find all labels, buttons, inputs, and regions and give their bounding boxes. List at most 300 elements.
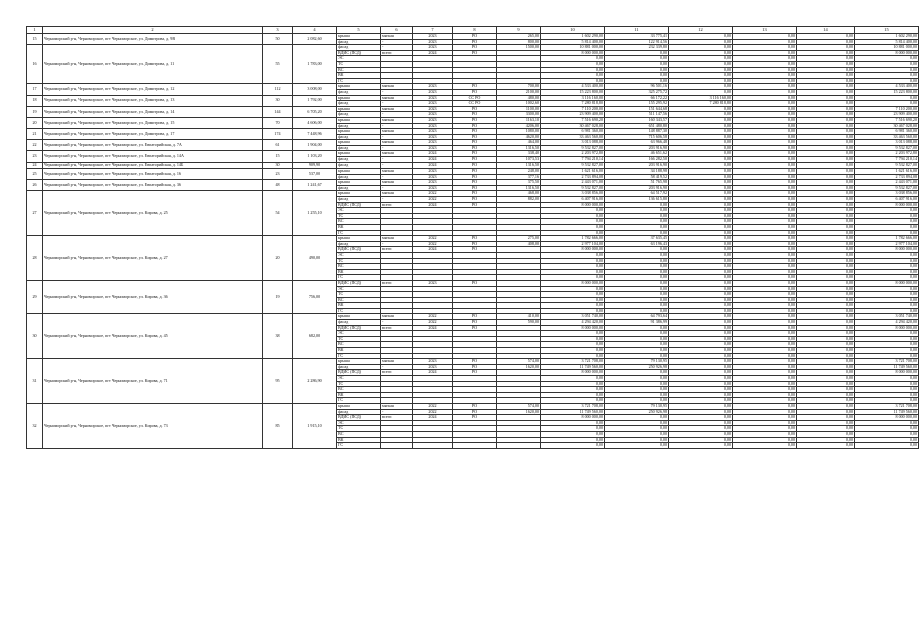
header-cell: 15 xyxy=(855,27,919,34)
table-cell: 0,00 xyxy=(605,219,669,225)
table-cell: крыша xyxy=(337,117,381,123)
table-cell: 408,00 xyxy=(497,241,541,247)
table-cell: 0,00 xyxy=(733,387,797,393)
table-cell: 0,00 xyxy=(605,348,669,354)
table-cell: 0,00 xyxy=(669,426,733,432)
table-cell: 2023 xyxy=(413,359,453,365)
table-cell: 0,00 xyxy=(669,370,733,376)
table-cell: фасад xyxy=(337,409,381,415)
table-cell: 0,00 xyxy=(669,84,733,90)
apartments-count-cell: 20 xyxy=(263,236,293,281)
table-cell: 464,00 xyxy=(497,140,541,146)
table-cell: 51 765,98 xyxy=(605,180,669,186)
table-cell: всего: xyxy=(381,50,413,56)
table-cell: - xyxy=(381,145,413,151)
table-cell: 1 782 666,00 xyxy=(855,236,919,242)
area-cell: 6 705,20 xyxy=(293,106,337,117)
row-number-cell: 29 xyxy=(27,280,43,314)
table-cell: ТС xyxy=(337,292,381,298)
table-cell: 0,00 xyxy=(797,208,855,214)
table-cell: 410,00 xyxy=(497,314,541,320)
table-cell: 63 966,48 xyxy=(605,140,669,146)
table-cell: 0,00 xyxy=(733,197,797,203)
table-cell: 1316,50 xyxy=(497,185,541,191)
table-cell: 10 881 000,00 xyxy=(541,45,605,51)
table-cell: 0,00 xyxy=(797,376,855,382)
table-cell: 0,00 xyxy=(733,95,797,101)
address-cell: Черноморский р-н, Черноморское, пгт Черноморское, ул. Димитрова, д. 14 xyxy=(43,106,263,117)
table-cell: 0,00 xyxy=(669,208,733,214)
table-cell: 0,00 xyxy=(733,157,797,163)
table-cell: фасад xyxy=(337,174,381,180)
table-cell: ГС xyxy=(337,78,381,84)
table-cell: 0,00 xyxy=(797,219,855,225)
table-cell: 0,00 xyxy=(797,73,855,79)
table-cell: РО xyxy=(453,112,497,118)
table-cell: ТС xyxy=(337,61,381,67)
table-cell: 0,00 xyxy=(669,157,733,163)
table-cell: 1080,00 xyxy=(497,129,541,135)
header-cell: 6 xyxy=(381,27,413,34)
apartments-count-cell: 54 xyxy=(263,191,293,236)
table-cell: 0,00 xyxy=(733,140,797,146)
table-cell: 0,00 xyxy=(733,112,797,118)
table-cell: 3 051 740,00 xyxy=(855,314,919,320)
table-cell: 0,00 xyxy=(797,314,855,320)
table-cell: 2022 xyxy=(413,241,453,247)
table-cell: ГС xyxy=(337,308,381,314)
table-cell: 0,00 xyxy=(797,45,855,51)
table-cell: 0,00 xyxy=(605,297,669,303)
table-cell: РО xyxy=(453,157,497,163)
repair-schedule-table xyxy=(26,26,919,449)
table-cell: РО xyxy=(453,151,497,157)
table-cell: РО xyxy=(453,180,497,186)
table-cell: 0,00 xyxy=(733,342,797,348)
table-cell: 3 116 160,00 xyxy=(541,95,605,101)
table-cell: 79 130,95 xyxy=(605,359,669,365)
apartments-count-cell: 19 xyxy=(263,280,293,314)
table-cell: 0,00 xyxy=(541,224,605,230)
table-cell xyxy=(413,443,453,449)
table-cell: 0,00 xyxy=(669,320,733,326)
table-cell: 9 532 827,00 xyxy=(541,145,605,151)
table-cell: 0,00 xyxy=(733,258,797,264)
table-cell: 0,00 xyxy=(855,230,919,236)
table-cell: фасад xyxy=(337,101,381,107)
table-cell: 0,00 xyxy=(541,264,605,270)
table-cell: 0,00 xyxy=(855,101,919,107)
table-cell: 2 977 104,00 xyxy=(541,241,605,247)
table-cell: крыша xyxy=(337,129,381,135)
table-cell: 5 814 400,00 xyxy=(855,39,919,45)
table-cell: мягкая xyxy=(381,180,413,186)
address-cell: Черноморский р-н, Черноморское, пгт Черноморское, ул. Димитрова, д. 12 xyxy=(43,84,263,95)
table-cell: ВК xyxy=(337,437,381,443)
table-cell: 2 977 104,00 xyxy=(855,241,919,247)
table-cell: 0,00 xyxy=(797,151,855,157)
table-cell: РО xyxy=(453,45,497,51)
table-cell: - xyxy=(381,174,413,180)
table-cell: 0,00 xyxy=(797,202,855,208)
table-cell: 0,00 xyxy=(669,169,733,175)
table-cell: 0,00 xyxy=(605,392,669,398)
table-cell: крыша xyxy=(337,236,381,242)
row-number-cell: 30 xyxy=(27,314,43,359)
table-cell: 23 909 400,00 xyxy=(855,112,919,118)
table-cell: 2023 xyxy=(413,185,453,191)
table-cell: 0,00 xyxy=(541,67,605,73)
address-cell: Черноморский р-н, Черноморское, пгт Черноморское, ул. Кирова, д. 73 xyxy=(43,403,263,448)
table-cell: - xyxy=(381,409,413,415)
table-cell: 0,00 xyxy=(797,169,855,175)
table-cell: 8 000 000,00 xyxy=(541,370,605,376)
table-cell: 0,00 xyxy=(733,437,797,443)
table-cell: 0,00 xyxy=(855,56,919,62)
table-cell: ВК xyxy=(337,224,381,230)
table-cell: 0,00 xyxy=(541,252,605,258)
table-cell: 203 916,90 xyxy=(605,145,669,151)
table-cell: - xyxy=(381,39,413,45)
table-cell: 0,00 xyxy=(855,67,919,73)
table-cell: мягкая xyxy=(381,84,413,90)
table-cell: 0,00 xyxy=(733,269,797,275)
table-cell: 1 782 666,00 xyxy=(541,236,605,242)
table-cell: 0,00 xyxy=(797,443,855,449)
table-cell: 0,00 xyxy=(855,331,919,337)
table-cell: 0,00 xyxy=(605,431,669,437)
table-cell: 8 000 000,00 xyxy=(541,325,605,331)
table-cell: РО xyxy=(453,162,497,168)
table-cell: 0,00 xyxy=(733,151,797,157)
table-cell: 0,00 xyxy=(669,185,733,191)
table-cell: 0,00 xyxy=(797,95,855,101)
header-cell: 8 xyxy=(453,27,497,34)
table-cell: 0,00 xyxy=(541,269,605,275)
table-cell: 0,00 xyxy=(669,252,733,258)
table-cell: 0,00 xyxy=(541,348,605,354)
area-cell: 756,00 xyxy=(293,280,337,314)
table-cell: 0,00 xyxy=(669,376,733,382)
table-cell: 0,00 xyxy=(855,376,919,382)
header-cell: 2 xyxy=(43,27,263,34)
table-cell: 9 532 827,00 xyxy=(855,145,919,151)
address-cell: Черноморский р-н, Черноморское, пгт Черноморское, ул. Димитрова, д. 13 xyxy=(43,95,263,106)
address-cell: Черноморский р-н, Черноморское, пгт Черноморское, ул. Евпаторийская, д. 7А xyxy=(43,140,263,151)
table-cell: 0,00 xyxy=(605,50,669,56)
table-cell: всего: xyxy=(381,247,413,253)
table-cell: ЭС xyxy=(337,56,381,62)
table-cell: 248,00 xyxy=(497,169,541,175)
table-cell: 0,00 xyxy=(669,286,733,292)
table-cell: 0,00 xyxy=(855,420,919,426)
table-cell: 0,00 xyxy=(797,325,855,331)
table-cell: 0,00 xyxy=(733,392,797,398)
table-cell: 0,00 xyxy=(669,134,733,140)
table-cell: всего: xyxy=(381,370,413,376)
table-cell: 0,00 xyxy=(797,129,855,135)
table-cell: 0,00 xyxy=(541,258,605,264)
table-cell: крыша xyxy=(337,359,381,365)
table-cell: крыша xyxy=(337,140,381,146)
table-cell: 0,00 xyxy=(797,230,855,236)
table-cell: 6 407 916,00 xyxy=(855,197,919,203)
table-cell: 2 443 071,00 xyxy=(541,180,605,186)
address-cell: Черноморский р-н, Черноморское, пгт Черноморское, ул. Димитрова, д. 11 xyxy=(43,45,263,84)
table-cell: 3 721 708,00 xyxy=(541,359,605,365)
table-cell: 0,00 xyxy=(541,392,605,398)
table-cell: 11 749 560,00 xyxy=(541,364,605,370)
table-cell: 2 443 071,00 xyxy=(855,180,919,186)
address-cell: Черноморский р-н, Черноморское, пгт Черноморское, ул. Кирова, д. 45 xyxy=(43,314,263,359)
table-cell: 0,00 xyxy=(541,73,605,79)
header-cell: 5 xyxy=(337,27,381,34)
table-cell: 1620,00 xyxy=(497,409,541,415)
table-cell: 0,00 xyxy=(797,348,855,354)
table-cell: 0,00 xyxy=(733,314,797,320)
table-cell: - xyxy=(381,134,413,140)
table-cell: всего: xyxy=(381,415,413,421)
table-cell: 0,00 xyxy=(733,376,797,382)
table-cell: 96 501,16 xyxy=(605,84,669,90)
table-cell: 375,50 xyxy=(497,180,541,186)
table-cell: 0,00 xyxy=(669,50,733,56)
table-cell: 715 606,58 xyxy=(605,134,669,140)
table-cell: 0,00 xyxy=(669,197,733,203)
table-cell: ГС xyxy=(337,230,381,236)
table-cell: - xyxy=(381,112,413,118)
address-cell: Черноморский р-н, Черноморское, пгт Черноморское, ул. Кирова, д. 36 xyxy=(43,280,263,314)
table-cell: 23 909 400,00 xyxy=(541,112,605,118)
row-number-cell: 15 xyxy=(27,34,43,45)
table-cell: 511 147,56 xyxy=(605,112,669,118)
table-cell: 7 516 690,20 xyxy=(855,117,919,123)
table-cell: 0,00 xyxy=(797,112,855,118)
table-cell: 0,00 xyxy=(855,398,919,404)
table-cell: 0,00 xyxy=(605,426,669,432)
table-cell: 0,00 xyxy=(797,258,855,264)
table-cell: 0,00 xyxy=(733,129,797,135)
table-cell: 0,00 xyxy=(541,331,605,337)
table-cell: 0,00 xyxy=(797,431,855,437)
table-cell: 0,00 xyxy=(797,370,855,376)
table-cell: 0,00 xyxy=(541,353,605,359)
table-cell: 0,00 xyxy=(855,292,919,298)
table-cell: ВС xyxy=(337,342,381,348)
table-cell: - xyxy=(381,197,413,203)
table-cell: 4620,00 xyxy=(497,134,541,140)
table-cell: 2023 xyxy=(413,84,453,90)
table-cell: СС РО xyxy=(453,95,497,101)
table-cell: 0,00 xyxy=(669,162,733,168)
table-cell: 0,00 xyxy=(855,381,919,387)
table-cell: РО xyxy=(453,241,497,247)
area-cell: 490,00 xyxy=(293,236,337,281)
table-cell: 0,00 xyxy=(669,129,733,135)
table-cell: 0,00 xyxy=(669,409,733,415)
table-cell: 0,00 xyxy=(605,376,669,382)
table-cell: 480,00 xyxy=(497,95,541,101)
table-cell: 0,00 xyxy=(669,247,733,253)
table-cell: 0,00 xyxy=(605,78,669,84)
table-cell: ГС xyxy=(337,353,381,359)
table-cell: 0,00 xyxy=(733,78,797,84)
table-cell: 0,00 xyxy=(797,280,855,286)
table-cell: РО xyxy=(453,34,497,40)
table-cell: крыша xyxy=(337,95,381,101)
table-cell: 338,40 xyxy=(497,151,541,157)
table-cell: мягкая xyxy=(381,117,413,123)
table-cell: 0,00 xyxy=(669,73,733,79)
table-cell: 3 038 856,00 xyxy=(855,191,919,197)
table-cell: 0,00 xyxy=(733,252,797,258)
table-cell: 37 635,45 xyxy=(605,236,669,242)
table-cell: крыша xyxy=(337,403,381,409)
apartments-count-cell: 15 xyxy=(263,151,293,162)
table-cell: 0,00 xyxy=(797,67,855,73)
table-cell: РО xyxy=(453,409,497,415)
table-cell: 0,00 xyxy=(797,134,855,140)
table-cell: 136 615,80 xyxy=(605,197,669,203)
table-cell: 574,00 xyxy=(497,403,541,409)
table-cell: 0,00 xyxy=(605,286,669,292)
table-cell: 2023 xyxy=(413,117,453,123)
table-cell: 3 116 160,00 xyxy=(669,95,733,101)
table-cell: мягкая xyxy=(381,151,413,157)
table-cell: 0,00 xyxy=(733,117,797,123)
table-cell: 0,00 xyxy=(541,336,605,342)
table-cell: 0,00 xyxy=(605,247,669,253)
table-cell: 0,00 xyxy=(669,348,733,354)
table-cell: 1316,50 xyxy=(497,162,541,168)
table-cell: 0,00 xyxy=(605,56,669,62)
table-cell: 2023 xyxy=(413,180,453,186)
table-cell: - xyxy=(381,364,413,370)
row-number-cell: 27 xyxy=(27,191,43,236)
table-cell: 0,00 xyxy=(669,275,733,281)
apartments-count-cell: 38 xyxy=(263,314,293,359)
address-cell: Черноморский р-н, Черноморское, пгт Черноморское, ул. Евпаторийская, д. 36 xyxy=(43,180,263,191)
table-cell: ВС xyxy=(337,297,381,303)
table-cell: 0,00 xyxy=(733,224,797,230)
table-cell: 0,00 xyxy=(669,359,733,365)
table-cell: 0,00 xyxy=(541,297,605,303)
address-cell: Черноморский р-н, Черноморское, пгт Черноморское, ул. Кирова, д. 71 xyxy=(43,359,263,404)
row-number-cell: 23 xyxy=(27,151,43,162)
table-cell: 0,00 xyxy=(605,443,669,449)
header-cell: 12 xyxy=(669,27,733,34)
row-number-cell: 20 xyxy=(27,117,43,128)
table-cell: 0,00 xyxy=(733,275,797,281)
row-number-cell: 18 xyxy=(27,95,43,106)
table-cell: 0,00 xyxy=(541,56,605,62)
area-cell: 1 915,10 xyxy=(293,403,337,448)
table-cell: РО xyxy=(453,117,497,123)
table-cell: 700,00 xyxy=(497,84,541,90)
table-cell: 2023 xyxy=(413,45,453,51)
table-cell: 2024 xyxy=(413,415,453,421)
table-cell: 0,00 xyxy=(605,202,669,208)
apartments-count-cell: 23 xyxy=(263,169,293,180)
area-cell: 2 286,90 xyxy=(293,359,337,404)
table-cell: РО xyxy=(453,191,497,197)
table-cell: 1073,53 xyxy=(497,157,541,163)
table-cell: 0,00 xyxy=(669,67,733,73)
table-cell: 0,00 xyxy=(669,34,733,40)
area-cell: 1 241,67 xyxy=(293,180,337,191)
area-cell: 1 103,20 xyxy=(293,151,337,162)
table-cell: РО xyxy=(453,50,497,56)
table-cell: 2024 xyxy=(413,50,453,56)
table-cell: 0,00 xyxy=(797,353,855,359)
table-cell: 0,00 xyxy=(733,185,797,191)
table-cell: 2023 xyxy=(413,145,453,151)
table-cell: 1002,60 xyxy=(497,101,541,107)
table-cell: 2024 xyxy=(413,370,453,376)
table-cell: 15 223 800,00 xyxy=(855,89,919,95)
table-cell: 0,00 xyxy=(669,398,733,404)
table-cell: ВДИС (ПСД) xyxy=(337,202,381,208)
table-cell: 0,00 xyxy=(605,381,669,387)
address-cell: Черноморский р-н, Черноморское, пгт Черноморское, ул. Евпаторийская, д. 14Б xyxy=(43,162,263,168)
area-cell: 1 783,00 xyxy=(293,45,337,84)
table-cell: 0,00 xyxy=(855,308,919,314)
table-cell: 0,00 xyxy=(669,180,733,186)
table-cell: 0,00 xyxy=(797,359,855,365)
table-cell: мягкая xyxy=(381,359,413,365)
table-cell: 0,00 xyxy=(797,420,855,426)
table-cell: ВДИС (ПСД) xyxy=(337,325,381,331)
apartments-count-cell: 174 xyxy=(263,129,293,140)
table-cell: 0,00 xyxy=(733,219,797,225)
table-cell: 0,00 xyxy=(733,134,797,140)
table-cell: 0,00 xyxy=(733,67,797,73)
table-cell: ГС xyxy=(337,398,381,404)
address-cell: Черноморский р-н, Черноморское, пгт Черноморское, ул. Димитрова, д. 17 xyxy=(43,129,263,140)
table-cell: 0,00 xyxy=(605,370,669,376)
table-cell: 0,00 xyxy=(733,208,797,214)
header-cell: 14 xyxy=(797,27,855,34)
table-cell: 1316,50 xyxy=(497,145,541,151)
table-cell: 0,00 xyxy=(733,370,797,376)
table-cell: 325 275,72 xyxy=(605,89,669,95)
table-cell: 11 749 560,00 xyxy=(855,364,919,370)
table-cell: 0,00 xyxy=(541,342,605,348)
row-number-cell: 19 xyxy=(27,106,43,117)
table-cell: ВС xyxy=(337,67,381,73)
table-cell: - xyxy=(381,123,413,129)
table-cell: 2 733 894,08 xyxy=(541,174,605,180)
table-cell: РО xyxy=(453,197,497,203)
table-cell: 0,00 xyxy=(733,443,797,449)
table-cell: 2 733 894,08 xyxy=(855,174,919,180)
table-cell: 9 532 827,00 xyxy=(541,162,605,168)
table-cell: ВС xyxy=(337,264,381,270)
table-cell: 0,00 xyxy=(797,241,855,247)
table-cell: 1 621 616,00 xyxy=(541,169,605,175)
table-cell: 30 467 028,00 xyxy=(855,123,919,129)
table-cell: 9 532 827,00 xyxy=(855,162,919,168)
table-cell: фасад xyxy=(337,89,381,95)
table-cell: РО xyxy=(453,247,497,253)
table-cell: 8 000 000,00 xyxy=(855,415,919,421)
table-cell: 2023 xyxy=(413,95,453,101)
table-cell: 2023 xyxy=(413,123,453,129)
table-cell: 2024 xyxy=(413,162,453,168)
table-cell: крыша xyxy=(337,106,381,112)
table-cell: 0,00 xyxy=(541,292,605,298)
table-cell: 0,00 xyxy=(797,185,855,191)
